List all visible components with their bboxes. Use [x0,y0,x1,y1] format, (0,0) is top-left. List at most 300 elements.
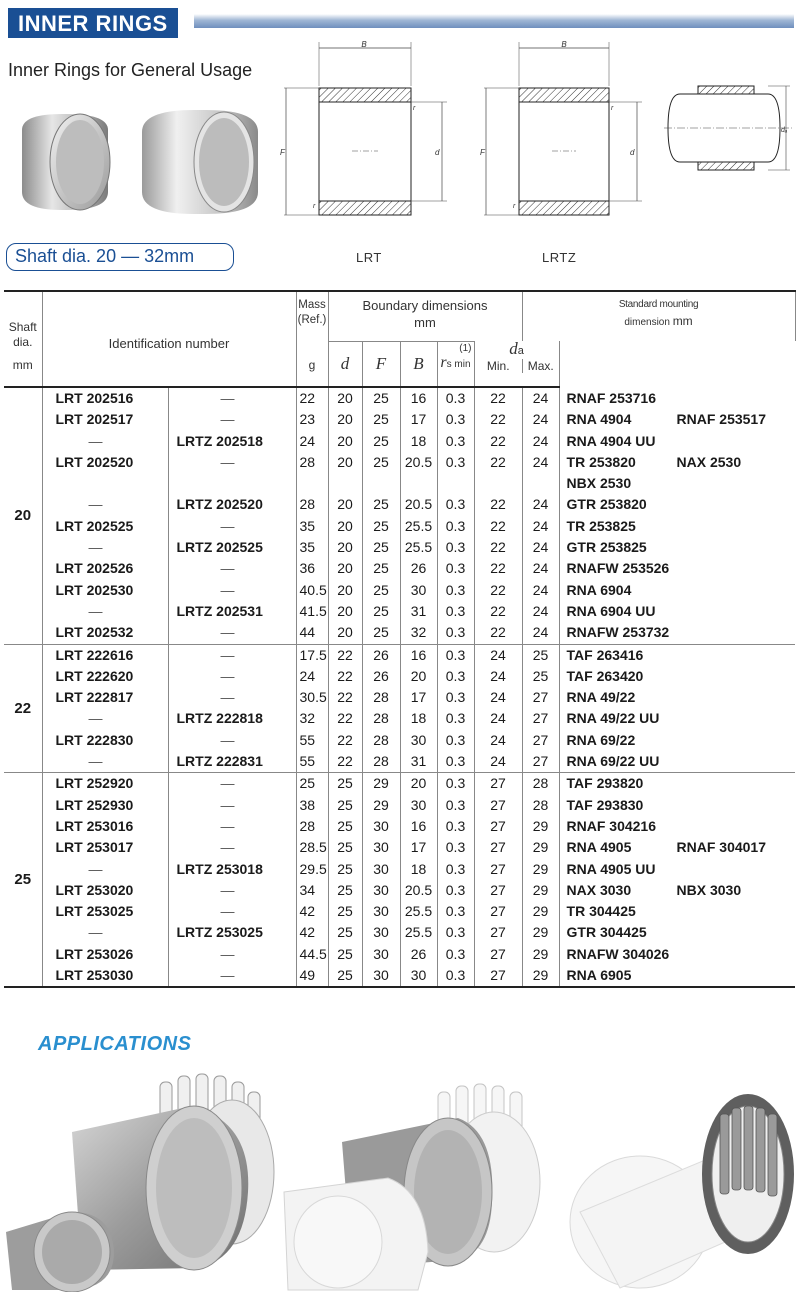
da-min-cell: 22 [474,452,522,473]
assembled-bearing-secondary: NAX 2530 [676,453,742,470]
b-cell: 30 [400,795,437,816]
b-cell: 16 [400,816,437,837]
assembled-bearings-cell [559,880,795,901]
lrt-id-cell: — [42,537,168,558]
lrtz-id-cell: — [168,644,296,666]
f-cell: 25 [362,622,400,644]
d-cell: 22 [328,644,362,666]
da-min-cell: 27 [474,837,522,858]
d-cell: 22 [328,687,362,708]
b-cell: 20.5 [400,494,437,515]
rs-min-cell: 0.3 [437,580,474,601]
da-min-cell: 24 [474,751,522,773]
da-min-cell: 22 [474,580,522,601]
lrtz-id-cell: — [168,880,296,901]
rs-min-cell: 0.3 [437,431,474,452]
da-max-cell: 24 [522,452,559,473]
b-cell: 26 [400,944,437,965]
assembled-bearing-primary: RNAFW 304026 [566,945,670,962]
assembled-bearings-cell [559,516,795,537]
d-cell: 22 [328,666,362,687]
shaft-dia-cell: 25 [4,773,42,987]
b-cell: 32 [400,622,437,644]
svg-text:F: F [480,148,485,157]
d-cell: 22 [328,751,362,773]
mass-cell: 28.5 [296,837,328,858]
b-cell: 25.5 [400,901,437,922]
da-max-cell: 24 [522,537,559,558]
da-min-cell: 27 [474,859,522,880]
d-cell: 20 [328,494,362,515]
da-min-cell: 22 [474,537,522,558]
rs-min-cell: 0.3 [437,687,474,708]
lrt-id-cell: LRT 222817 [42,687,168,708]
assembled-bearing-primary: TAF 293830 [566,796,644,813]
f-cell: 25 [362,601,400,622]
b-cell: 30 [400,965,437,987]
lrt-id-cell: LRT 252930 [42,795,168,816]
assembled-bearing-primary: RNA 4905 [566,839,632,856]
assembled-bearings-cell [559,409,795,430]
b-cell: 17 [400,837,437,858]
mass-cell: 24 [296,431,328,452]
f-cell: 25 [362,452,400,473]
da-min-cell: 22 [474,387,522,409]
lrtz-id-cell: — [168,666,296,687]
b-cell: 25.5 [400,922,437,943]
lrtz-id-cell: LRTZ 202520 [168,494,296,515]
f-cell: 29 [362,773,400,795]
header-boundary-dimensions: Boundary dimensions mm [328,291,522,341]
rs-min-cell: 0.3 [437,773,474,795]
lrt-id-cell: — [42,708,168,729]
rs-min-cell [437,473,474,494]
lrt-id-cell: — [42,751,168,773]
lrtz-id-cell [168,473,296,494]
da-max-cell: 29 [522,944,559,965]
assembled-bearing-primary: TAF 263416 [566,646,644,663]
da-max-cell [522,473,559,494]
d-cell: 25 [328,837,362,858]
d-cell: 20 [328,601,362,622]
section-header [8,8,178,38]
lrtz-id-cell: — [168,622,296,644]
f-cell: 25 [362,409,400,430]
assembled-bearing-primary: RNA 69/22 [566,731,636,748]
b-cell: 20 [400,666,437,687]
shaft-diameter-range-badge: Shaft dia. 20 — 32mm [6,243,234,271]
assembled-bearing-primary: RNA 4904 UU [566,432,656,449]
header-identification-number: Identification number [42,291,296,387]
da-min-cell: 27 [474,816,522,837]
da-min-cell: 22 [474,409,522,430]
da-min-cell: 24 [474,644,522,666]
lrtz-id-cell: — [168,773,296,795]
lrtz-id-cell: — [168,387,296,409]
lrt-id-cell: LRT 202526 [42,558,168,579]
assembled-bearings-cell [559,965,795,987]
d-cell: 22 [328,730,362,751]
b-cell: 31 [400,751,437,773]
svg-text:B: B [561,40,567,49]
table-row [4,687,795,708]
d-cell: 20 [328,452,362,473]
lrt-id-cell [42,473,168,494]
assembled-bearing-primary: TR 253820 [566,453,636,470]
assembled-bearings-cell [559,666,795,687]
d-cell: 25 [328,795,362,816]
d-cell: 25 [328,880,362,901]
lrtz-id-cell: LRTZ 253018 [168,859,296,880]
application-image-needle-bearing [560,1062,798,1292]
header-B: B [400,341,437,387]
mass-cell: 28 [296,494,328,515]
inner-rings-table [4,290,795,988]
assembled-bearing-primary: GTR 253820 [566,496,647,513]
b-cell: 25.5 [400,516,437,537]
assembled-bearings-cell [559,387,795,409]
header-min: Min. [486,359,510,373]
mass-cell: 22 [296,387,328,409]
rs-min-cell: 0.3 [437,751,474,773]
mass-cell: 38 [296,795,328,816]
assembled-bearings-cell [559,901,795,922]
section-title: INNER RINGS [8,8,178,38]
rs-min-cell: 0.3 [437,837,474,858]
lrtz-id-cell: — [168,795,296,816]
mass-cell: 17.5 [296,644,328,666]
mass-cell: 44.5 [296,944,328,965]
table-row [4,452,795,473]
assembled-bearing-primary: RNA 69/22 UU [566,753,660,770]
assembled-bearings-cell [559,708,795,729]
lrt-id-cell: — [42,431,168,452]
b-cell [400,473,437,494]
da-max-cell: 24 [522,516,559,537]
assembled-bearing-primary: TR 304425 [566,903,636,920]
mass-cell: 25 [296,773,328,795]
rs-min-cell: 0.3 [437,387,474,409]
da-min-cell: 22 [474,558,522,579]
da-max-cell: 24 [522,494,559,515]
assembled-bearings-cell [559,795,795,816]
da-min-cell: 27 [474,773,522,795]
da-min-cell: 22 [474,431,522,452]
shaft-mounting-diagram [664,72,796,182]
svg-text:r: r [413,105,416,112]
assembled-bearings-cell [559,859,795,880]
mass-cell: 29.5 [296,859,328,880]
d-cell: 25 [328,859,362,880]
assembled-bearings-cell [559,944,795,965]
lrtz-id-cell: — [168,516,296,537]
table-row [4,387,795,409]
da-min-cell: 24 [474,730,522,751]
mass-cell: 23 [296,409,328,430]
f-cell: 30 [362,922,400,943]
f-cell: 25 [362,558,400,579]
da-min-cell [474,473,522,494]
d-cell: 20 [328,580,362,601]
assembled-bearings-cell [559,751,795,773]
b-cell: 18 [400,708,437,729]
assembled-bearings-cell [559,580,795,601]
lrt-diagram-label: LRT [356,250,382,265]
lrtz-id-cell: — [168,944,296,965]
rs-min-cell: 0.3 [437,730,474,751]
lrt-id-cell: LRT 253025 [42,901,168,922]
lrtz-id-cell: — [168,558,296,579]
assembled-bearing-primary: NBX 2530 [566,475,632,492]
table-row [4,516,795,537]
f-cell: 25 [362,537,400,558]
assembled-bearings-cell [559,816,795,837]
svg-text:r: r [611,105,614,112]
mass-cell: 30.5 [296,687,328,708]
rs-min-cell: 0.3 [437,494,474,515]
f-cell: 25 [362,516,400,537]
table-row [4,816,795,837]
table-row [4,473,795,494]
rs-min-cell: 0.3 [437,708,474,729]
da-max-cell: 25 [522,644,559,666]
lrtz-id-cell: — [168,816,296,837]
lrt-id-cell: — [42,601,168,622]
table-row [4,965,795,987]
inner-ring-photo-lrt [4,100,124,220]
lrt-id-cell: LRT 202530 [42,580,168,601]
assembled-bearing-primary: TR 253825 [566,517,636,534]
table-row [4,922,795,943]
b-cell: 25.5 [400,537,437,558]
svg-text:dₐ: dₐ [781,127,788,134]
lrt-id-cell: LRT 222616 [42,644,168,666]
da-max-cell: 28 [522,773,559,795]
lrtz-cross-section-diagram [472,38,657,223]
d-cell: 20 [328,537,362,558]
f-cell: 30 [362,944,400,965]
f-cell [362,473,400,494]
rs-min-cell: 0.3 [437,452,474,473]
assembled-bearing-secondary: RNAF 304017 [676,839,767,856]
f-cell: 30 [362,965,400,987]
f-cell: 28 [362,730,400,751]
assembled-bearing-primary: NAX 3030 [566,881,632,898]
lrtz-id-cell: — [168,452,296,473]
da-max-cell: 27 [522,751,559,773]
mass-cell: 28 [296,816,328,837]
table-row [4,859,795,880]
table-row [4,431,795,452]
rs-min-cell: 0.3 [437,944,474,965]
assembled-bearings-cell [559,730,795,751]
table-row [4,708,795,729]
assembled-bearing-secondary: NBX 3030 [676,881,742,898]
assembled-bearings-cell [559,644,795,666]
assembled-bearing-primary: RNA 6904 UU [566,602,656,619]
b-cell: 31 [400,601,437,622]
da-max-cell: 24 [522,431,559,452]
assembled-bearing-primary: RNAF 253716 [566,389,657,406]
f-cell: 26 [362,666,400,687]
rs-min-cell: 0.3 [437,901,474,922]
da-max-cell: 27 [522,730,559,751]
d-cell: 20 [328,387,362,409]
f-cell: 30 [362,837,400,858]
lrtz-id-cell: LRTZ 202531 [168,601,296,622]
svg-text:d: d [630,148,635,157]
applications-title: APPLICATIONS [38,1033,192,1055]
lrtz-id-cell: LRTZ 202518 [168,431,296,452]
header-rule [194,14,794,28]
rs-min-cell: 0.3 [437,409,474,430]
assembled-bearing-primary: RNA 4904 [566,411,632,428]
inner-ring-photo-lrtz [134,98,264,222]
f-cell: 30 [362,901,400,922]
mass-cell: 24 [296,666,328,687]
lrt-id-cell: LRT 222620 [42,666,168,687]
mass-cell: 28 [296,452,328,473]
assembled-bearing-primary: RNA 6905 [566,967,632,984]
da-max-cell: 28 [522,795,559,816]
mass-cell: 35 [296,516,328,537]
table-row [4,558,795,579]
assembled-bearing-primary: RNAF 304216 [566,817,657,834]
rs-min-cell: 0.3 [437,558,474,579]
rs-min-cell: 0.3 [437,644,474,666]
da-max-cell: 29 [522,922,559,943]
lrtz-id-cell: LRTZ 202525 [168,537,296,558]
table-row [4,644,795,666]
header-mounting-dimension: Standard mounting dimension mm [522,291,795,341]
d-cell: 20 [328,431,362,452]
mass-cell: 32 [296,708,328,729]
lrt-id-cell: — [42,922,168,943]
lrt-id-cell: LRT 202520 [42,452,168,473]
b-cell: 16 [400,644,437,666]
shaft-dia-cell: 20 [4,387,42,644]
lrt-id-cell: LRT 202517 [42,409,168,430]
da-min-cell: 27 [474,795,522,816]
da-min-cell: 24 [474,666,522,687]
table-row [4,773,795,795]
lrt-id-cell: — [42,494,168,515]
table-row [4,837,795,858]
table-row [4,601,795,622]
assembled-bearing-primary: GTR 253825 [566,539,647,556]
assembled-bearings-cell [559,837,795,858]
table-row [4,795,795,816]
rs-min-cell: 0.3 [437,795,474,816]
b-cell: 26 [400,558,437,579]
rs-min-cell: 0.3 [437,622,474,644]
lrt-id-cell: LRT 222830 [42,730,168,751]
application-image-inner-ring-assembly [2,1062,278,1292]
f-cell: 30 [362,859,400,880]
assembled-bearings-cell [559,622,795,644]
da-max-cell: 29 [522,859,559,880]
application-image-ring-with-cage [278,1062,558,1292]
b-cell: 30 [400,580,437,601]
f-cell: 29 [362,795,400,816]
lrt-id-cell: LRT 253026 [42,944,168,965]
svg-text:r: r [313,203,316,210]
assembled-bearings-cell [559,922,795,943]
rs-min-cell: 0.3 [437,816,474,837]
d-cell: 25 [328,901,362,922]
lrt-id-cell: LRT 252920 [42,773,168,795]
d-cell: 25 [328,816,362,837]
lrtz-id-cell: — [168,901,296,922]
assembled-bearings-cell [559,473,795,494]
assembled-bearings-cell [559,431,795,452]
mass-cell: 44 [296,622,328,644]
f-cell: 28 [362,687,400,708]
da-max-cell: 29 [522,816,559,837]
b-cell: 20.5 [400,880,437,901]
b-cell: 20.5 [400,452,437,473]
mass-cell: 42 [296,922,328,943]
assembled-bearings-cell [559,558,795,579]
f-cell: 25 [362,431,400,452]
f-cell: 30 [362,880,400,901]
rs-min-cell: 0.3 [437,537,474,558]
table-row [4,730,795,751]
assembled-bearing-primary: RNAFW 253732 [566,624,670,641]
d-cell: 20 [328,622,362,644]
b-cell: 17 [400,409,437,430]
f-cell: 26 [362,644,400,666]
rs-min-cell: 0.3 [437,965,474,987]
mass-cell: 41.5 [296,601,328,622]
assembled-bearings-cell [559,773,795,795]
da-min-cell: 22 [474,622,522,644]
d-cell: 25 [328,773,362,795]
da-min-cell: 27 [474,944,522,965]
mass-cell: 34 [296,880,328,901]
d-cell: 20 [328,409,362,430]
da-min-cell: 27 [474,880,522,901]
lrtz-id-cell: — [168,730,296,751]
lrt-id-cell: LRT 253030 [42,965,168,987]
table-row [4,580,795,601]
header-F: F [362,341,400,387]
rs-min-cell: 0.3 [437,516,474,537]
header-rs-min: (1) rs min [437,341,474,387]
lrt-id-cell: LRT 202525 [42,516,168,537]
lrt-id-cell: LRT 253016 [42,816,168,837]
f-cell: 25 [362,580,400,601]
da-min-cell: 22 [474,494,522,515]
header-mass: Mass (Ref.) g [296,291,328,387]
assembled-bearing-primary: TAF 293820 [566,775,644,792]
table-row [4,537,795,558]
d-cell: 20 [328,516,362,537]
lrtz-id-cell: — [168,687,296,708]
mass-cell: 35 [296,537,328,558]
table-row [4,751,795,773]
da-max-cell: 29 [522,880,559,901]
lrtz-id-cell: LRTZ 253025 [168,922,296,943]
lrtz-diagram-label: LRTZ [542,250,577,265]
d-cell: 25 [328,944,362,965]
assembled-bearing-primary: TAF 263420 [566,667,644,684]
lrtz-id-cell: — [168,837,296,858]
da-max-cell: 24 [522,558,559,579]
da-min-cell: 24 [474,687,522,708]
b-cell: 18 [400,431,437,452]
svg-text:F: F [280,148,285,157]
